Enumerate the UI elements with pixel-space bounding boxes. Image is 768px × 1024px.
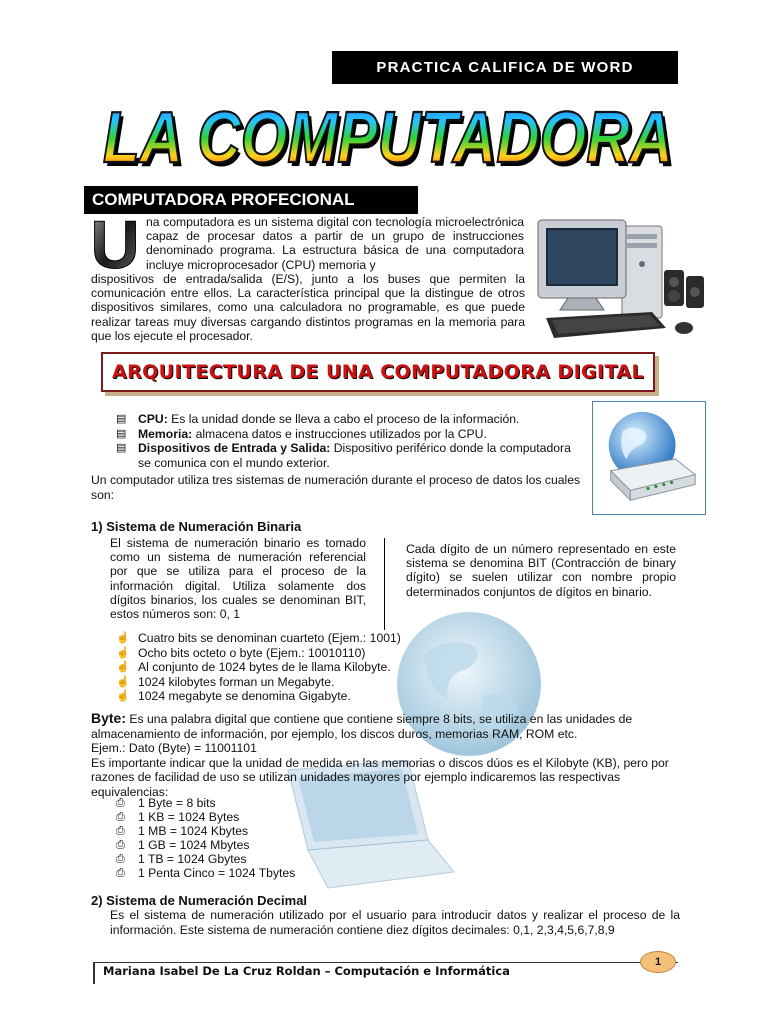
- byte-term: Byte:: [91, 710, 127, 726]
- desktop-computer-image: [534, 212, 710, 346]
- binary-heading: [91, 519, 301, 534]
- list-item-text: 1024 kilobytes forman un Megabyte.: [138, 674, 335, 689]
- list-item: [116, 689, 496, 704]
- list-item: [116, 660, 496, 675]
- list-item: [116, 675, 496, 690]
- byte-example: Ejem.: Dato (Byte) = 11001101: [91, 741, 257, 755]
- big-title-text: LA COMPUTADORA: [103, 98, 673, 178]
- footer-divider: [93, 962, 678, 963]
- list-item-text: Ocho bits octeto o byte (Ejem.: 10010110): [138, 645, 366, 660]
- printer-bullet-icon: ⎙: [116, 797, 125, 809]
- server-bullet-icon: ▤: [116, 442, 127, 454]
- binary-paragraph: El sistema de numeración binario es tomado como un sistema de numeración referencial por que se utiliza para el proceso de la información digital. Utiliza solamente dos dígitos binarios, los cuales se denominan BIT, estos números son: 0, 1: [110, 536, 366, 622]
- intro-paragraph-start: na computadora es un sistema digital con tecnología microelectrónica capaz de procesar datos a partir de un grupo de instrucciones denominado programa. La estructura básica de una computadora incluye microprocesador (CPU) memoria y: [146, 215, 524, 272]
- list-item-text: 1 Penta Cinco = 1024 Tbytes: [138, 866, 296, 880]
- drop-cap: [90, 212, 140, 274]
- server-bullet-icon: ▤: [116, 413, 127, 425]
- systems-intro: Un computador utiliza tres sistemas de numeración durante el proceso de datos los cuales son:: [91, 473, 581, 502]
- hand-pointer-icon: ☝: [116, 632, 130, 644]
- list-item: [116, 441, 586, 470]
- footer-bar: [93, 962, 95, 984]
- page-number-badge: 1: [640, 951, 676, 973]
- binary-heading-title: Sistema de Numeración Binaria: [106, 519, 302, 534]
- list-item: [116, 852, 416, 866]
- list-item: [116, 646, 496, 661]
- architecture-banner: [101, 352, 655, 392]
- big-title: [88, 96, 688, 182]
- hand-pointer-icon: ☝: [116, 646, 130, 659]
- list-item: [116, 824, 416, 838]
- bit-paragraph: Cada dígito de un número representado en este sistema se denomina BIT (Contracción de binary dígito) se suelen utilizar con nombre propio determinados conjuntos de dígitos en binario.: [406, 542, 676, 599]
- list-item-desc: Dispositivo periférico donde la computadora se comunica con el mundo exterior.: [138, 441, 571, 470]
- list-item: [116, 866, 416, 880]
- decimal-heading: 2) Sistema de Numeración Decimal: [91, 893, 308, 908]
- list-item-desc: Es la unidad donde se lleva a cabo el proceso de la información.: [167, 412, 520, 426]
- printer-bullet-icon: ⎙: [116, 825, 125, 837]
- byte-section: [91, 711, 681, 799]
- list-item-text: 1 MB = 1024 Kbytes: [138, 824, 249, 838]
- list-item: [116, 810, 416, 824]
- list-item-term: Dispositivos de Entrada y Salida:: [138, 441, 331, 455]
- printer-bullet-icon: ⎙: [116, 811, 125, 823]
- list-item: [116, 838, 416, 852]
- list-item-text: 1 Byte = 8 bits: [138, 796, 216, 810]
- intro-paragraph-rest: dispositivos de entrada/salida (E/S), junto a los buses que permiten la comunicación entre ellos. La característica principal que la distingue de otros dispositivos similares, como una calculadora no programable, es que puede realizar tareas muy diversas cargando distintos programas en la memoria para que los ejecute el procesador.: [91, 272, 525, 343]
- decimal-paragraph: Es el sistema de numeración utilizado por el usuario para introducir datos y realizar el proceso de la información. Este sistema de numeración contiene diez dígitos decimales: 0,1, 2,3,4,5,6,7,8,9: [110, 908, 680, 937]
- footer-author: Mariana Isabel De La Cruz Roldan – Computación e Informática: [103, 964, 510, 978]
- byte-text: Es una palabra digital que contiene que contiene siempre 8 bits, se utiliza en las unidades de almacenamiento de información, por ejemplo, los discos duros, memorias RAM, ROM etc.: [91, 712, 633, 741]
- byte-note: Es importante indicar que la unidad de medida en las memorias o discos dúos es el Kilobyte (KB), pero por razones de facilidad de uso se utilizan unidades mayores por ejemplo indicaremos las respectivas equivalencias:: [91, 755, 669, 799]
- drop-cap-letter: U: [90, 212, 140, 274]
- list-item-term: CPU:: [138, 412, 168, 426]
- list-item: [116, 796, 416, 810]
- column-divider: [384, 538, 385, 630]
- binary-heading-number: 1): [91, 519, 103, 534]
- list-item: [116, 631, 496, 646]
- list-item-text: 1 KB = 1024 Bytes: [138, 810, 240, 824]
- router-globe-image: [592, 401, 706, 515]
- list-item-term: Memoria:: [138, 426, 193, 441]
- hand-pointer-icon: ☝: [116, 661, 130, 673]
- printer-bullet-icon: ⎙: [116, 867, 125, 879]
- list-item-text: Al conjunto de 1024 bytes de le llama Kilobyte.: [138, 660, 391, 674]
- hand-pointer-icon: ☝: [116, 690, 130, 702]
- list-item: [116, 412, 586, 427]
- router-icon: [593, 402, 705, 514]
- printer-bullet-icon: ⎙: [116, 839, 125, 851]
- list-item-text: 1 GB = 1024 Mbytes: [138, 838, 250, 852]
- header-title: PRACTICA CALIFICA DE WORD: [332, 51, 678, 84]
- printer-bullet-icon: ⎙: [116, 853, 125, 865]
- architecture-banner-title: ARQUITECTURA DE UNA COMPUTADORA DIGITAL: [111, 361, 645, 383]
- server-bullet-icon: ▤: [116, 427, 127, 440]
- section-label: COMPUTADORA PROFECIONAL: [84, 186, 418, 214]
- list-item-desc: almacena datos e instrucciones utilizados por la CPU.: [192, 426, 487, 441]
- list-item-text: Cuatro bits se denominan cuarteto (Ejem.: 1001): [138, 631, 401, 645]
- list-item-text: 1 TB = 1024 Gbytes: [138, 852, 247, 866]
- list-item-text: 1024 megabyte se denomina Gigabyte.: [138, 689, 351, 703]
- equivalences-list: [116, 796, 416, 880]
- bits-list: [116, 631, 496, 704]
- list-item: [116, 427, 586, 442]
- components-list: [116, 412, 586, 470]
- big-title-shadow: LA COMPUTADORA: [106, 102, 676, 182]
- hand-pointer-icon: ☝: [116, 675, 130, 688]
